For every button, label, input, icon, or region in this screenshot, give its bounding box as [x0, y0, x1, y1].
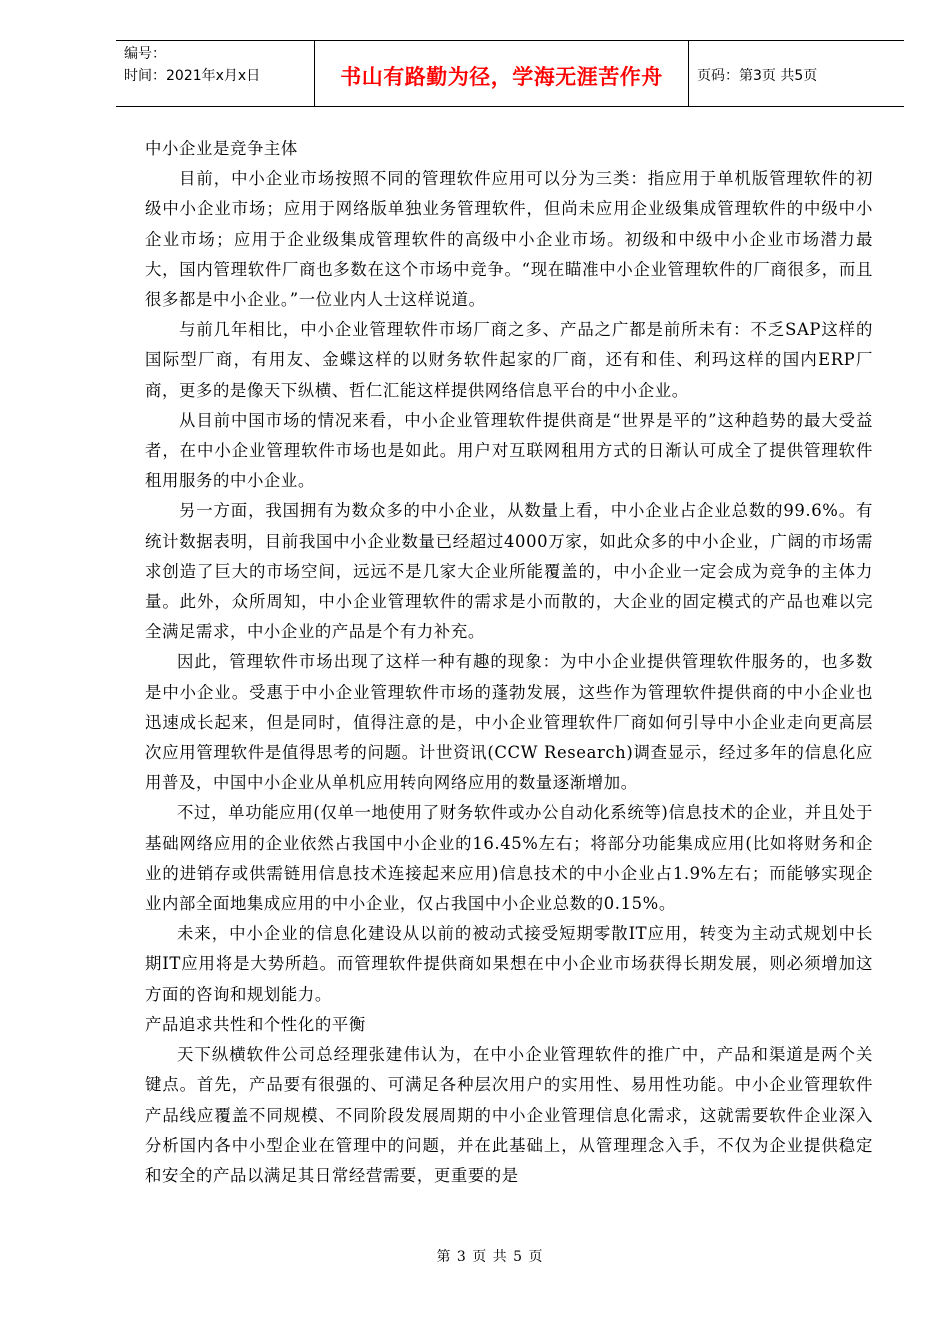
paragraph: 目前，中小企业市场按照不同的管理软件应用可以分为三类：指应用于单机版管理软件的初级中小企业市场；应用于网络版单独业务管理软件，但尚未应用企业级集成管理软件的中级中小企业市场；应用于企业级集成管理软件的高级中小企业市场。初级和中级中小企业市场潜力最大，国内管理软件厂商也多数在这个市场中竞争。“现在瞄准中小企业管理软件的厂商很多，而且很多都是中小企业。”一位业内人士这样说道。	[145, 169, 873, 310]
document-body	[145, 134, 873, 1191]
paragraph: 不过，单功能应用(仅单一地使用了财务软件或办公自动化系统等)信息技术的企业，并且处于基础网络应用的企业依然占我国中小企业的16.45%左右；将部分功能集成应用(比如将财务和企业的进销存或供需链用信息技术连接起来应用)信息技术的中小企业占1.9%左右；而能够实现企业内部全面地集成应用的中小企业，仅占我国中小企业总数的0.15%。	[145, 803, 873, 914]
header-page-label: 页码：第3页 共5页	[697, 67, 818, 84]
paragraph: 天下纵横软件公司总经理张建伟认为，在中小企业管理软件的推广中，产品和渠道是两个关键点。首先，产品要有很强的、可满足各种层次用户的实用性、易用性功能。中小企业管理软件产品线应覆盖不同规模、不同阶段发展周期的中小企业管理信息化需求，这就需要软件企业深入分析国内各中小型企业在管理中的问题，并在此基础上，从管理理念入手，不仅为企业提供稳定和安全的产品以满足其日常经营需要，更重要的是	[145, 1045, 873, 1185]
footer-page-number: 第 3 页 共 5 页	[436, 1249, 544, 1265]
paragraph: 另一方面，我国拥有为数众多的中小企业，从数量上看，中小企业占企业总数的99.6%。有统计数据表明，目前我国中小企业数量已经超过4000万家，如此众多的中小企业，广阔的市场需求创造了巨大的市场空间，远远不是几家大企业所能覆盖的，中小企业一定会成为竞争的主体力量。此外，众所周知，中小企业管理软件的需求是小而散的，大企业的固定模式的产品也难以完全满足需求，中小企业的产品是个有力补充。	[145, 501, 873, 642]
section-heading: 产品追求共性和个性化的平衡	[145, 1014, 366, 1034]
header-motto: 书山有路勤为径，学海无涯苦作舟	[314, 41, 689, 106]
page-footer	[0, 1246, 950, 1266]
paragraph: 与前几年相比，中小企业管理软件市场厂商之多、产品之广都是前所未有：不乏SAP这样的国际型厂商，有用友、金蝶这样的以财务软件起家的厂商，还有和佳、利玛这样的国内ERP厂商，更多的是像天下纵横、哲仁汇能这样提供网络信息平台的中小企业。	[145, 320, 873, 400]
header-time-label: 时间：2021年x月x日	[124, 68, 261, 84]
header-number-label: 编号：	[124, 46, 166, 62]
section-heading: 中小企业是竞争主体	[145, 139, 298, 158]
paragraph: 未来，中小企业的信息化建设从以前的被动式接受短期零散IT应用，转变为主动式规划中长期IT应用将是大势所趋。而管理软件提供商如果想在中小企业市场获得长期发展，则必须增加这方面的咨询和规划能力。	[145, 924, 873, 1004]
page-header	[116, 40, 904, 107]
header-meta	[116, 41, 314, 106]
paragraph: 从目前中国市场的情况来看，中小企业管理软件提供商是“世界是平的”这种趋势的最大受益者，在中小企业管理软件市场也是如此。用户对互联网租用方式的日渐认可成全了提供管理软件租用服务的中小企业。	[145, 410, 873, 491]
paragraph: 因此，管理软件市场出现了这样一种有趣的现象：为中小企业提供管理软件服务的，也多数是中小企业。受惠于中小企业管理软件市场的蓬勃发展，这些作为管理软件提供商的中小企业也迅速成长起来，但是同时，值得注意的是，中小企业管理软件厂商如何引导中小企业走向更高层次应用管理软件是值得思考的问题。计世资讯(CCW Research)调查显示，经过多年的信息化应用普及，中国中小企业从单机应用转向网络应用的数量逐渐增加。	[145, 652, 873, 793]
